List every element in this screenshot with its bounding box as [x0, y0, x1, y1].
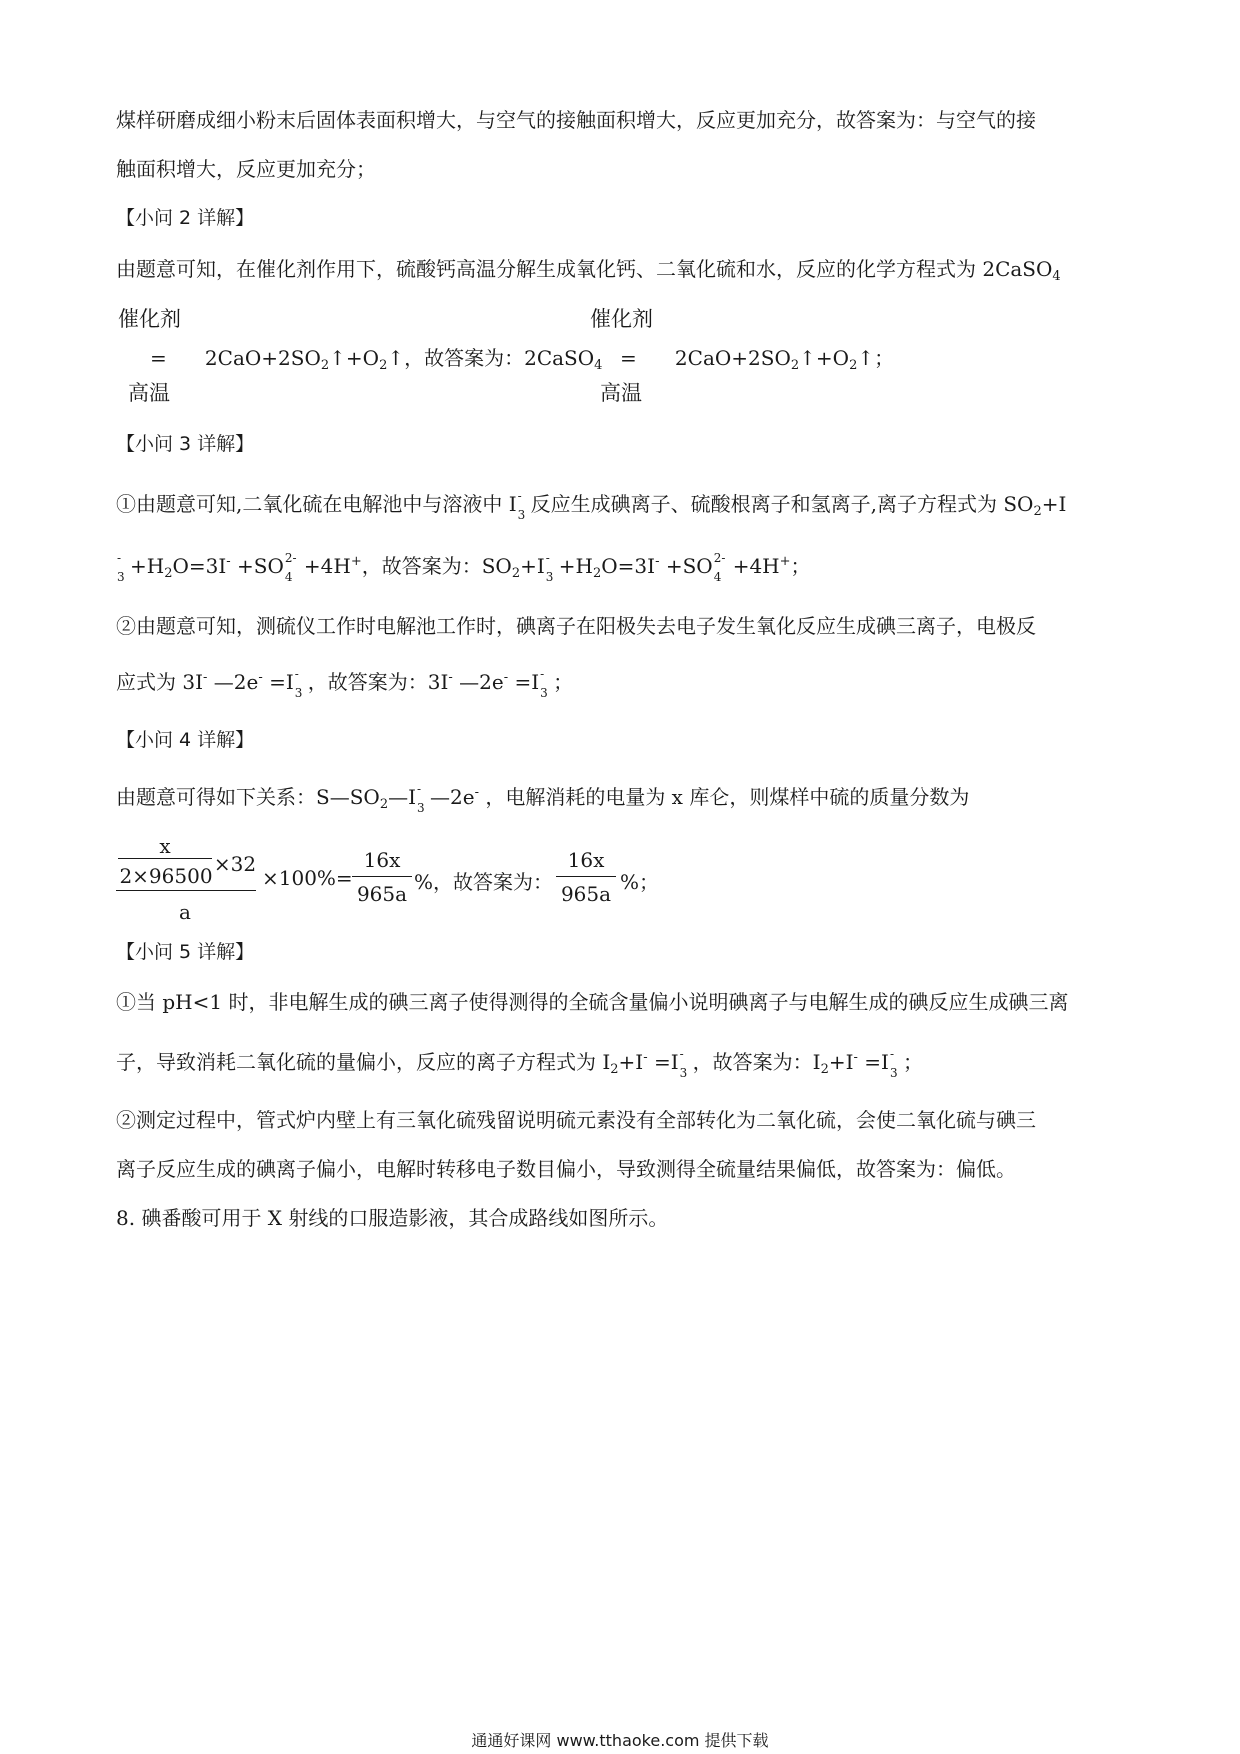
heat-label-1: 高温: [128, 381, 170, 405]
catalyst-label-2: 催化剂: [590, 307, 653, 331]
q3-line-2: - 3 $+H_2O=3I^- +SO$ 2- 4 +4H+，故答案为：$SO_2+I$ - 3 $+H_2O=3I^- +SO$ 2- 4 +4H+；: [117, 551, 811, 584]
q4-line-1: 由题意可得如下关系：$S—SO_2—I$ - 3 —2e- ，电解消耗的电量为 x 库仑，则煤样中硫的质量分数为: [116, 782, 970, 815]
para-1-line-1: 煤样研磨成细小粉末后固体表面积增大，与空气的接触面积增大，反应更加充分，故答案为：与空气的接: [116, 108, 1036, 132]
para-1-line-2: 触面积增大，反应更加充分；: [116, 157, 376, 181]
percent-expr: ×100%=: [262, 866, 353, 890]
q8-line-1: 8. 碘番酸可用于 X 射线的口服造影液，其合成路线如图所示。: [116, 1206, 669, 1230]
fraction-multiplier: ×32: [213, 852, 257, 876]
q5-heading: 【小问 5 详解】: [116, 941, 255, 963]
q2-line-1: 由题意可知，在催化剂作用下，硫酸钙高温分解生成氧化钙、二氧化硫和水，反应的化学方程式为 2CaSO$_4$: [116, 257, 1061, 284]
q2-equation-line: = $2CaO+2SO_2↑+O_2↑$，故答案为：2CaSO$_4$: [150, 346, 603, 373]
footer-watermark: 通通好课网 www.tthaoke.com 提供下载: [471, 1731, 769, 1750]
fraction-a: a: [179, 900, 191, 924]
fraction-denominator: 2×96500: [119, 864, 213, 888]
q3-line-1: ①由题意可知,二氧化硫在电解池中与溶液中 I - 3 反应生成碘离子、硫酸根离子和氢离子,离子方程式为 $SO_2+I$: [116, 489, 1067, 522]
fraction-main-bar: [116, 890, 256, 891]
answer-text: %，故答案为：: [414, 870, 554, 894]
q4-heading: 【小问 4 详解】: [116, 729, 255, 751]
q5-line-4: 离子反应生成的碘离子偏小，电解时转移电子数目偏小，导致测得全硫量结果偏低，故答案为：偏低。: [116, 1157, 1016, 1181]
catalyst-label-1: 催化剂: [118, 307, 181, 331]
answer-end: %；: [620, 870, 660, 894]
fraction-x: x: [159, 834, 171, 858]
result-bar: [352, 876, 412, 877]
result-numerator: 16x: [363, 848, 401, 872]
answer-bar: [556, 876, 616, 877]
q2-answer-equation: = $2CaO+2SO_2↑+O_2↑$；: [620, 346, 895, 373]
heat-label-2: 高温: [600, 381, 642, 405]
answer-numerator: 16x: [567, 848, 605, 872]
q5-line-1: ①当 pH<1 时，非电解生成的碘三离子使得测得的全硫含量偏小说明碘离子与电解生成的碘反应生成碘三离: [116, 990, 1069, 1014]
q2-heading: 【小问 2 详解】: [116, 207, 255, 229]
q3-line-4: 应式为 3I- —2e- =I - 3 ，故答案为：3I- —2e- =I - 3 ；: [116, 667, 574, 700]
result-denominator: 965a: [356, 882, 408, 906]
q3-heading: 【小问 3 详解】: [116, 433, 255, 455]
q5-line-2: 子，导致消耗二氧化硫的量偏小，反应的离子方程式为 $I_2+I^- =I$ - 3 ，故答案为：$I_2+I^- =I$ - 3 ；: [116, 1047, 923, 1080]
q5-line-3: ②测定过程中，管式炉内壁上有三氧化硫残留说明硫元素没有全部转化为二氧化硫，会使二氧化硫与碘三: [116, 1108, 1036, 1132]
q3-line-3: ②由题意可知，测硫仪工作时电解池工作时，碘离子在阳极失去电子发生氧化反应生成碘三离子，电极反: [116, 614, 1036, 638]
answer-denominator: 965a: [560, 882, 612, 906]
fraction-inner-bar: [118, 858, 212, 859]
